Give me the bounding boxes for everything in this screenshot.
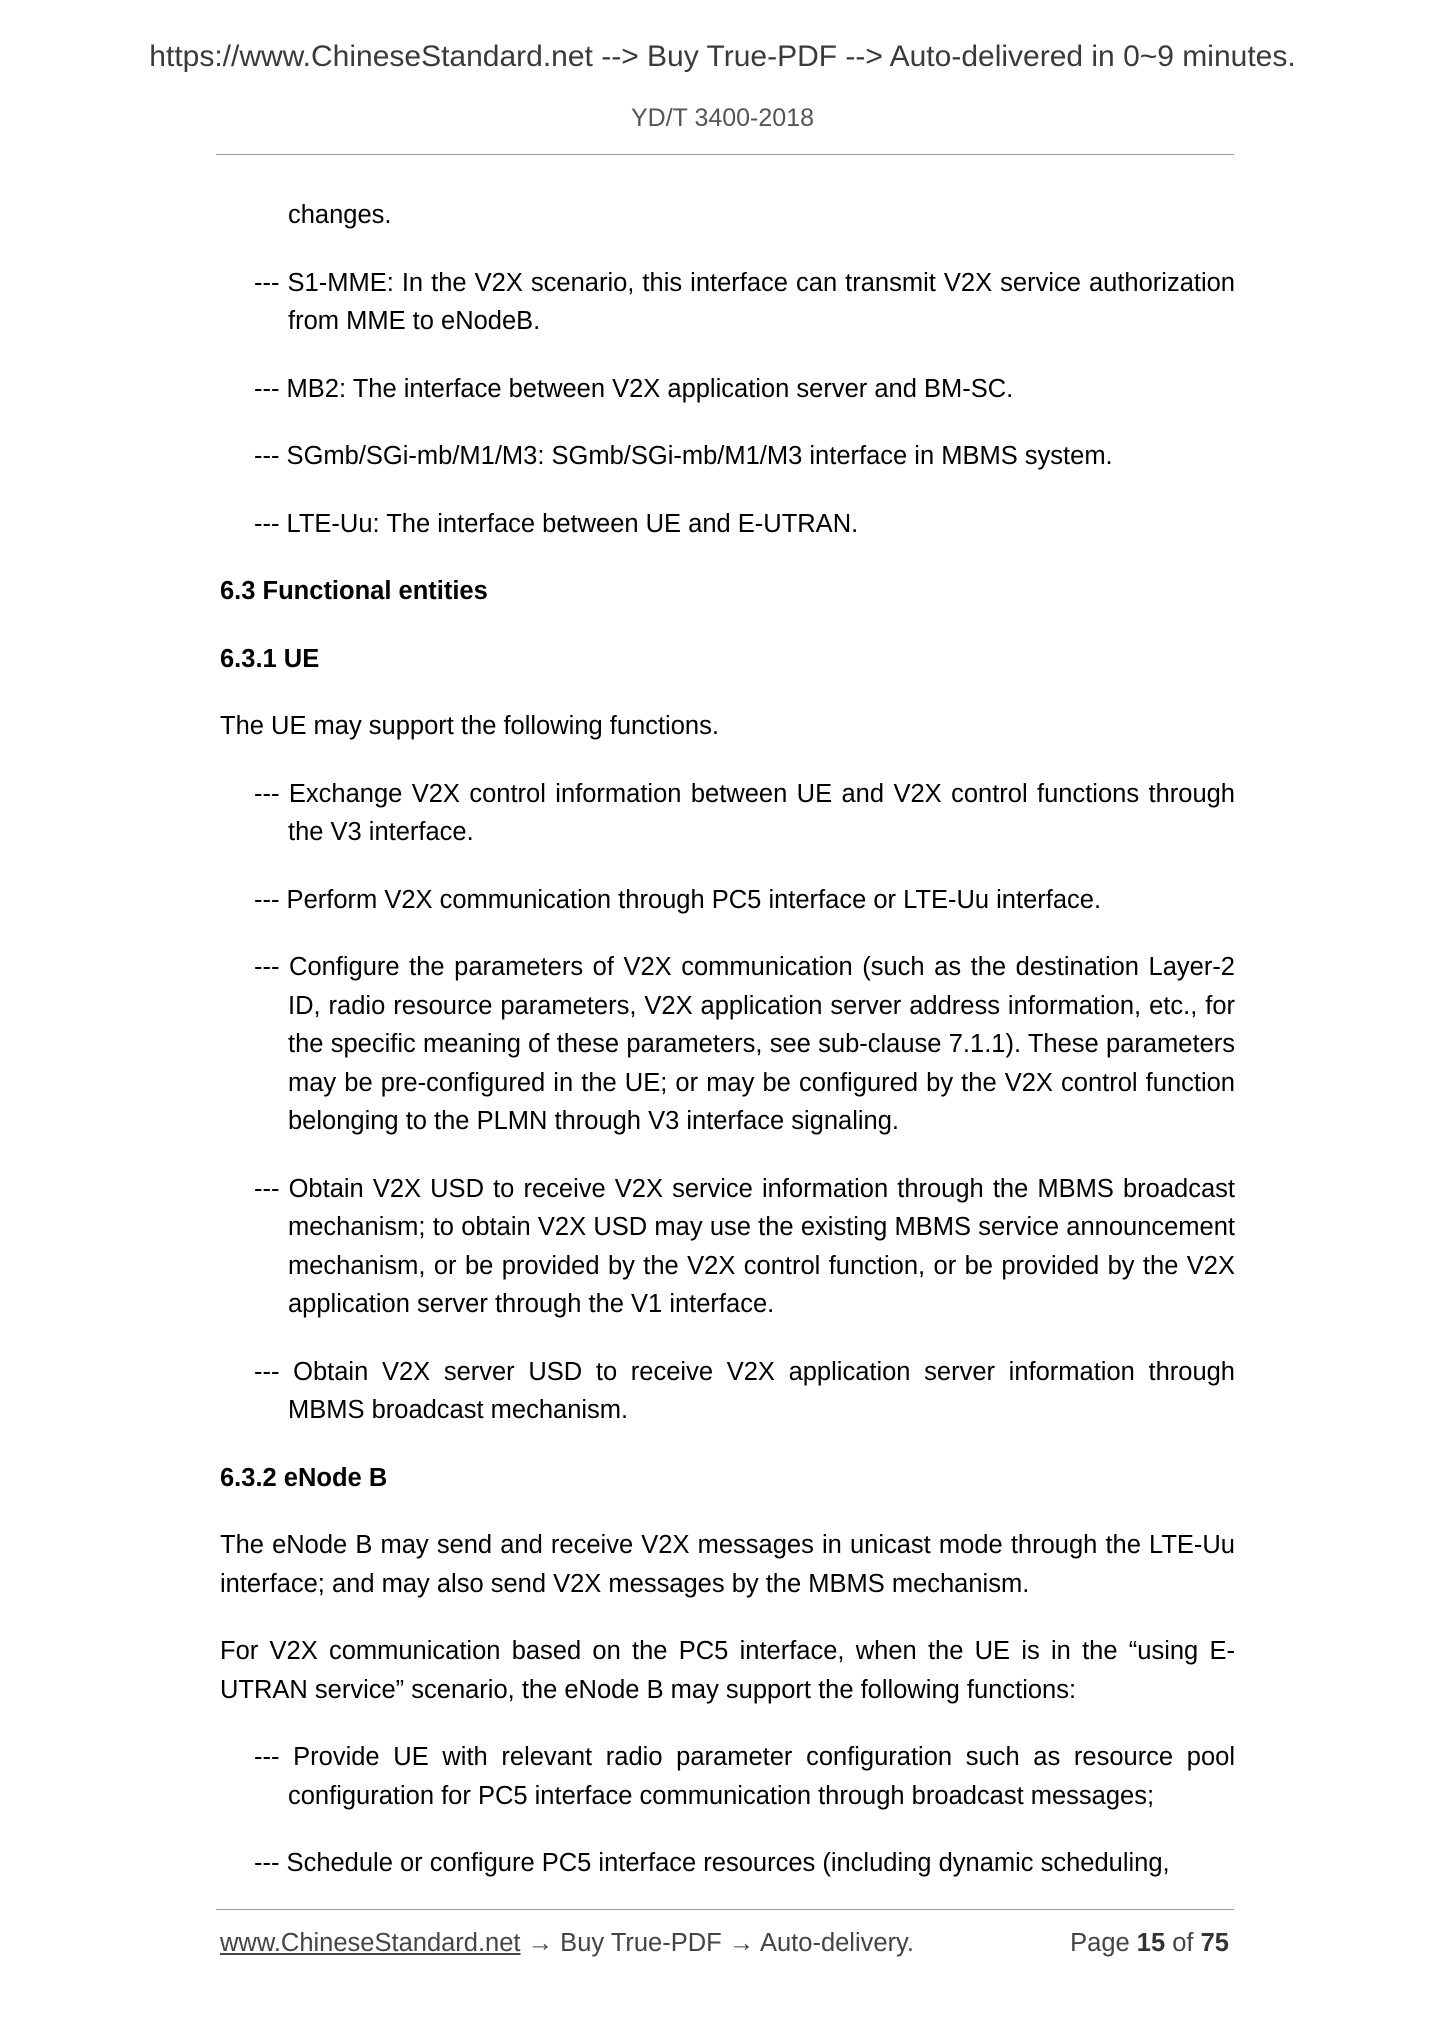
paragraph: The UE may support the following functions. xyxy=(220,712,719,740)
list-item: --- Obtain V2X server USD to receive V2X application server information through MBMS broadcast mechanism. xyxy=(254,1357,1235,1424)
list-item: --- Perform V2X communication through PC5 interface or LTE-Uu interface. xyxy=(254,885,1102,914)
footer-site-link[interactable]: www.ChineseStandard.net xyxy=(220,1929,521,1957)
page-total: 75 xyxy=(1200,1929,1229,1957)
of-label: of xyxy=(1172,1929,1194,1957)
list-item: --- SGmb/SGi-mb/M1/M3: SGmb/SGi-mb/M1/M3 interface in MBMS system. xyxy=(254,442,1113,470)
list-item: --- Exchange V2X control information between UE and V2X control functions through the V3 interface. xyxy=(254,779,1235,846)
header-divider xyxy=(216,154,1234,155)
paragraph: For V2X communication based on the PC5 interface, when the UE is in the “using E-UTRAN service” scenario, the eNode B may support the following functions: xyxy=(220,1637,1235,1704)
document-code: YD/T 3400-2018 xyxy=(631,104,814,132)
list-item: --- MB2: The interface between V2X application server and BM-SC. xyxy=(254,374,1014,403)
page-indicator xyxy=(1070,1929,1229,1958)
list-item: --- S1-MME: In the V2X scenario, this interface can transmit V2X service authorization from MME to eNodeB. xyxy=(254,268,1235,335)
page-number: 15 xyxy=(1136,1929,1166,1957)
paragraph-continuation: changes. xyxy=(288,201,392,229)
page-footer xyxy=(220,1929,1235,1958)
subsection-heading: 6.3.2 eNode B xyxy=(220,1463,388,1492)
page-label: Page xyxy=(1070,1929,1130,1957)
list-item: --- Obtain V2X USD to receive V2X service information through the MBMS broadcast mechanism; to obtain V2X USD may use the existing MBMS service announcement mechanism, or be provided by the V2X control function, or be provided by the V2X application server through the V1 interface. xyxy=(254,1174,1235,1318)
footer-divider xyxy=(216,1909,1234,1910)
subsection-heading: 6.3.1 UE xyxy=(220,644,320,673)
list-item: --- Schedule or configure PC5 interface resources (including dynamic scheduling, xyxy=(254,1849,1170,1877)
paragraph: The eNode B may send and receive V2X messages in unicast mode through the LTE-Uu interface; and may also send V2X messages by the MBMS mechanism. xyxy=(220,1531,1235,1598)
document-body xyxy=(220,196,1235,1912)
section-heading: 6.3 Functional entities xyxy=(220,577,488,605)
list-item: --- Provide UE with relevant radio parameter configuration such as resource pool configuration for PC5 interface communication through broadcast messages; xyxy=(254,1743,1235,1810)
list-item: --- Configure the parameters of V2X communication (such as the destination Layer-2 ID, radio resource parameters, V2X application server address information, etc., for the specific meaning of these parameters, see sub-clause 7.1.1). These parameters may be pre-configured in the UE; or may be configured by the V2X control function belonging to the PLMN through V3 interface signaling. xyxy=(254,953,1235,1135)
list-item: --- LTE-Uu: The interface between UE and E-UTRAN. xyxy=(254,509,859,538)
top-banner: https://www.ChineseStandard.net --> Buy True-PDF --> Auto-delivered in 0~9 minutes. xyxy=(149,40,1296,73)
footer-tagline: → Buy True-PDF → Auto-delivery. xyxy=(520,1929,914,1957)
